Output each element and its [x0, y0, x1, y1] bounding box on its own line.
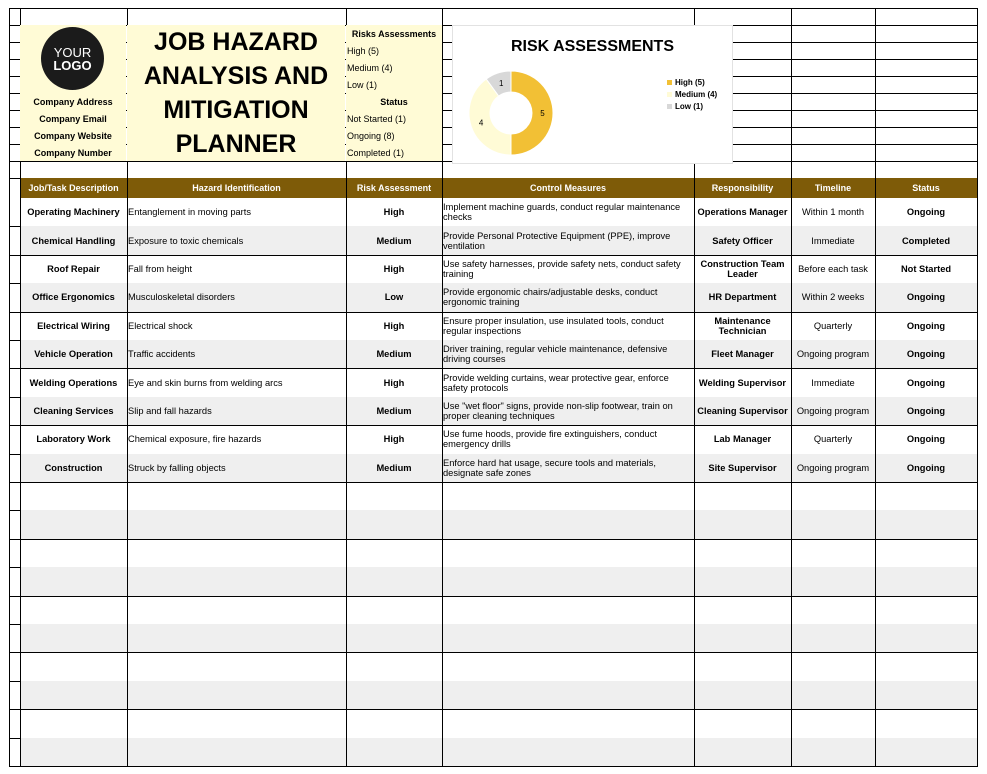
column-header-status[interactable]: Status: [912, 183, 940, 193]
cell-time[interactable]: Within 1 month: [801, 207, 864, 218]
grid-row-line: [9, 766, 978, 767]
cell-risk[interactable]: High: [383, 207, 405, 218]
grid-column-line: [127, 178, 128, 766]
cell-resp[interactable]: Construction Team Leader: [700, 258, 785, 279]
cell-resp[interactable]: Fleet Manager: [711, 349, 774, 360]
status-summary-ongoing: Ongoing (8): [346, 127, 442, 144]
cell-control[interactable]: Implement machine guards, conduct regular maintenance checks: [443, 202, 681, 223]
cell-job[interactable]: Roof Repair: [47, 263, 100, 274]
table-row[interactable]: [20, 397, 977, 425]
cell-risk[interactable]: High: [383, 320, 405, 331]
donut-label-medium: 4: [478, 118, 484, 128]
cell-control[interactable]: Provide ergonomic chairs/adjustable desks, conduct ergonomic training: [443, 287, 658, 308]
cell-status[interactable]: Ongoing: [906, 405, 946, 416]
risk-summary-low: Low (1): [346, 76, 442, 93]
cell-control[interactable]: Ensure proper insulation, use insulated tools, conduct regular inspections: [443, 315, 664, 336]
cell-risk[interactable]: Medium: [376, 405, 412, 416]
cell-risk[interactable]: Medium: [376, 349, 412, 360]
cell-control[interactable]: Use safety harnesses, provide safety nets, conduct safety training: [443, 258, 681, 279]
empty-table-row[interactable]: [20, 709, 977, 737]
cell-resp[interactable]: Safety Officer: [712, 235, 773, 246]
title-line-3: MITIGATION: [163, 96, 309, 124]
empty-table-row[interactable]: [20, 681, 977, 709]
cell-time[interactable]: Ongoing program: [796, 349, 870, 360]
cell-risk[interactable]: Medium: [376, 235, 412, 246]
cell-job[interactable]: Vehicle Operation: [34, 349, 113, 360]
cell-risk[interactable]: High: [383, 377, 405, 388]
cell-status[interactable]: Ongoing: [906, 377, 946, 388]
cell-status[interactable]: Ongoing: [906, 320, 946, 331]
status-summary-title: Status: [346, 93, 442, 110]
table-row[interactable]: [20, 454, 977, 482]
cell-status[interactable]: Ongoing: [906, 207, 946, 218]
grid-column-line: [694, 178, 695, 766]
empty-table-row[interactable]: [20, 652, 977, 680]
cell-status[interactable]: Completed: [901, 235, 951, 246]
cell-control[interactable]: Use fume hoods, provide fire extinguishers, conduct emergency drills: [443, 429, 657, 450]
cell-hazard[interactable]: Chemical exposure, fire hazards: [128, 434, 262, 445]
cell-time[interactable]: Ongoing program: [796, 462, 870, 473]
grid-row-line: [9, 8, 978, 9]
column-header-risk[interactable]: Risk Assessment: [356, 183, 432, 193]
cell-time[interactable]: Before each task: [798, 263, 868, 274]
risk-summary-title: Risks Assessments: [346, 25, 442, 42]
legend-label-medium: Medium (4): [675, 90, 718, 99]
cell-resp[interactable]: Lab Manager: [713, 434, 772, 445]
cell-time[interactable]: Immediate: [811, 377, 855, 388]
grid-column-line: [791, 178, 792, 766]
empty-table-row[interactable]: [20, 482, 977, 510]
cell-control[interactable]: Enforce hard hat usage, secure tools and materials, designate safe zones: [443, 457, 656, 478]
company-website-field[interactable]: Company Website: [20, 127, 126, 144]
column-header-job[interactable]: Job/Task Description: [28, 183, 119, 193]
logo-text-line2: LOGO: [53, 57, 92, 73]
cell-resp[interactable]: Cleaning Supervisor: [697, 405, 788, 416]
table-row[interactable]: [20, 283, 977, 311]
table-row[interactable]: [20, 425, 977, 453]
title-line-4: PLANNER: [175, 130, 297, 158]
donut-label-low: 1: [499, 79, 504, 89]
cell-hazard[interactable]: Eye and skin burns from welding arcs: [128, 377, 283, 388]
status-summary-completed: Completed (1): [346, 144, 442, 161]
legend-swatch-high: [667, 80, 672, 85]
logo-text-line1: YOUR: [53, 44, 92, 60]
cell-resp[interactable]: Site Supervisor: [708, 462, 777, 473]
cell-job[interactable]: Chemical Handling: [31, 235, 116, 246]
cell-time[interactable]: Ongoing program: [796, 405, 870, 416]
title-line-2: ANALYSIS AND: [143, 62, 329, 90]
company-address-field[interactable]: Company Address: [20, 93, 126, 110]
table-row[interactable]: [20, 312, 977, 340]
cell-hazard[interactable]: Slip and fall hazards: [128, 405, 212, 416]
cell-hazard[interactable]: Musculoskeletal disorders: [128, 292, 235, 303]
grid-column-line: [20, 178, 21, 766]
cell-time[interactable]: Within 2 weeks: [801, 292, 865, 303]
table-row[interactable]: [20, 368, 977, 396]
cell-job[interactable]: Laboratory Work: [36, 434, 111, 445]
chart-title: RISK ASSESSMENTS: [511, 38, 674, 55]
cell-resp[interactable]: Welding Supervisor: [698, 377, 787, 388]
column-header-control[interactable]: Control Measures: [529, 183, 607, 193]
legend-label-low: Low (1): [675, 102, 703, 111]
cell-risk[interactable]: Medium: [376, 462, 412, 473]
legend-swatch-medium: [667, 92, 672, 97]
cell-control[interactable]: Use "wet floor" signs, provide non-slip footwear, train on proper cleaning techniques: [443, 400, 673, 421]
grid-column-line: [875, 178, 876, 766]
donut-slice-high[interactable]: [511, 71, 553, 155]
cell-job[interactable]: Construction: [44, 462, 103, 473]
empty-table-row[interactable]: [20, 624, 977, 652]
cell-resp[interactable]: Maintenance Technician: [714, 315, 771, 336]
table-row[interactable]: [20, 226, 977, 254]
cell-hazard[interactable]: Fall from height: [128, 263, 193, 274]
cell-resp[interactable]: Operations Manager: [697, 207, 788, 218]
cell-status[interactable]: Ongoing: [906, 462, 946, 473]
cell-risk[interactable]: High: [383, 263, 405, 274]
cell-job[interactable]: Office Ergonomics: [32, 292, 115, 303]
cell-hazard[interactable]: Electrical shock: [128, 320, 193, 331]
column-header-timeline[interactable]: Timeline: [814, 183, 852, 193]
legend-swatch-low: [667, 104, 672, 109]
cell-status[interactable]: Not Started: [900, 263, 952, 274]
cell-job[interactable]: Operating Machinery: [27, 207, 120, 218]
cell-time[interactable]: Quarterly: [813, 434, 853, 445]
cell-status[interactable]: Ongoing: [906, 292, 946, 303]
logo-badge: [41, 27, 104, 90]
risk-summary-high: High (5): [346, 42, 442, 59]
cell-job[interactable]: Electrical Wiring: [37, 320, 110, 331]
empty-table-row[interactable]: [20, 596, 977, 624]
empty-table-row[interactable]: [20, 738, 977, 766]
risk-donut-chart: [453, 26, 732, 163]
risk-chart[interactable]: [452, 25, 733, 164]
grid-column-line: [442, 178, 443, 766]
cell-hazard[interactable]: Struck by falling objects: [128, 462, 226, 473]
cell-status[interactable]: Ongoing: [906, 434, 946, 445]
table-row[interactable]: [20, 198, 977, 226]
cell-status[interactable]: Ongoing: [906, 349, 946, 360]
cell-control[interactable]: Provide Personal Protective Equipment (PPE), improve ventilation: [443, 230, 671, 251]
cell-hazard[interactable]: Traffic accidents: [128, 349, 196, 360]
column-header-responsibility[interactable]: Responsibility: [711, 183, 774, 193]
cell-time[interactable]: Immediate: [811, 235, 855, 246]
company-number-field[interactable]: Company Number: [20, 144, 126, 161]
cell-control[interactable]: Provide welding curtains, wear protective gear, enforce safety protocols: [443, 372, 669, 393]
company-email-field[interactable]: Company Email: [20, 110, 126, 127]
cell-resp[interactable]: HR Department: [708, 292, 777, 303]
cell-hazard[interactable]: Exposure to toxic chemicals: [128, 235, 244, 246]
table-row[interactable]: [20, 340, 977, 368]
page-title: [127, 25, 345, 161]
empty-table-row[interactable]: [20, 510, 977, 538]
column-header-hazard[interactable]: Hazard Identification: [192, 183, 281, 193]
table-row[interactable]: [20, 255, 977, 283]
status-summary-not-started: Not Started (1): [346, 110, 442, 127]
grid-column-line: [346, 178, 347, 766]
risk-summary-medium: Medium (4): [346, 59, 442, 76]
cell-time[interactable]: Quarterly: [813, 320, 853, 331]
cell-job[interactable]: Cleaning Services: [33, 405, 114, 416]
cell-risk[interactable]: High: [383, 434, 405, 445]
title-line-1: JOB HAZARD: [154, 28, 318, 56]
legend-label-high: High (5): [675, 78, 705, 87]
cell-risk[interactable]: Low: [384, 292, 404, 303]
donut-label-high: 5: [540, 109, 545, 118]
cell-control[interactable]: Driver training, regular vehicle maintenance, defensive driving courses: [443, 344, 668, 365]
empty-table-row[interactable]: [20, 539, 977, 567]
cell-hazard[interactable]: Entanglement in moving parts: [128, 207, 251, 218]
empty-table-row[interactable]: [20, 567, 977, 595]
cell-job[interactable]: Welding Operations: [29, 377, 118, 388]
